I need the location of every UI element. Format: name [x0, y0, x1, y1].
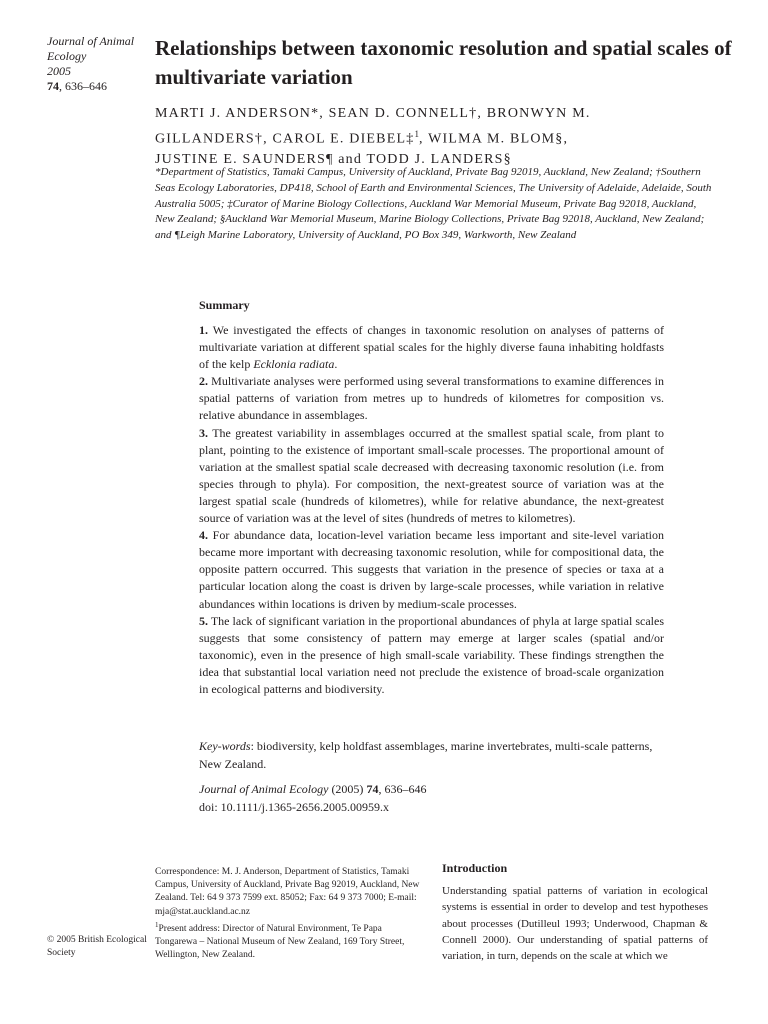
- keywords-label: Key-words: [199, 739, 251, 753]
- affiliations: *Department of Statistics, Tamaki Campus, University of Auckland, Private Bag 92019, Auckland, New Zealand; †Southern Seas Ecology Laboratories, DP418, School of Earth and Environmental Sciences, The University of Adelaide, Adelaide, South Australia 5005; ‡Curator of Marine Biology Collections, Auckland War Memorial Museum, Private Bag 92018, Auckland, New Zealand; §Auckland War Memorial Museum, Marine Biology Collections, Private Bag 92018, Auckland, New Zealand; and ¶Leigh Marine Laboratory, University of Auckland, PO Box 349, Warkworth, New Zealand: [155, 166, 712, 242]
- journal-volume: 74: [47, 79, 59, 93]
- article-title: Relationships between taxonomic resolution and spatial scales of multivariate variation: [155, 36, 732, 89]
- journal-info: Journal of Animal Ecology 2005 74, 636–646: [47, 34, 135, 93]
- journal-year: 2005: [47, 64, 71, 78]
- author-line-1: MARTI J. ANDERSON*, SEAN D. CONNELL†, BRONWYN M.: [155, 106, 591, 121]
- citation-journal: Journal of Animal Ecology: [199, 782, 329, 796]
- summary-point-5: [199, 613, 664, 698]
- keywords-text: : biodiversity, kelp holdfast assemblages, marine invertebrates, multi-scale patterns, New Zealand.: [199, 739, 653, 771]
- author-list: [155, 104, 735, 170]
- present-address-text: Present address: Director of Natural Environment, Te Papa Tongarewa – National Museum of New Zealand, 169 Tory Street, Wellington, New Zealand.: [155, 923, 405, 961]
- footnote-mark: 1: [155, 920, 159, 929]
- point-text: Multivariate analyses were performed using several transformations to examine differences in spatial patterns of variation from metres up to hundreds of kilometres for composition vs. relative abundance in assemblages.: [199, 374, 664, 423]
- point-number: 2.: [199, 374, 208, 389]
- point-number: 4.: [199, 528, 208, 543]
- present-address: [155, 919, 425, 963]
- summary-point-1: [199, 322, 664, 373]
- point-number: 3.: [199, 425, 208, 440]
- journal-name: Journal of Animal Ecology: [47, 34, 135, 63]
- author-line-2-start: GILLANDERS†, CAROL E. DIEBEL‡: [155, 131, 415, 147]
- journal-pages: 636–646: [65, 79, 107, 93]
- point-number: 5.: [199, 613, 208, 628]
- copyright: © 2005 British Ecological Society: [47, 935, 147, 959]
- summary-point-2: [199, 373, 664, 424]
- doi[interactable]: doi: 10.1111/j.1365-2656.2005.00959.x: [199, 799, 389, 814]
- correspondence-text: Correspondence: M. J. Anderson, Department of Statistics, Tamaki Campus, University of Auckland, Private Bag 92019, Auckland, New Zealand. Tel: 64 9 373 7599 ext. 85052; Fax: 64 9 373 7000; E-mail: mja@stat.auckland.ac.nz: [155, 867, 420, 917]
- author-line-2: [155, 124, 735, 150]
- summary-point-4: [199, 527, 664, 612]
- citation-pages: , 636–646: [378, 782, 427, 796]
- species-name: Ecklonia radiata: [253, 357, 335, 372]
- point-number: 1.: [199, 323, 208, 337]
- point-end: .: [334, 357, 338, 372]
- introduction-text: Understanding spatial patterns of variation in ecological systems is essential in order to develop and test hypotheses about processes (Dutilleul 1993; Underwood, Chapman & Connell 2000). Our understanding of spatial patterns of variation, in turn, depends on the scale at which we: [442, 885, 708, 963]
- keywords: [199, 738, 664, 773]
- point-text: The lack of significant variation in the proportional abundances of phyla at large spatial scales suggests that some consistency of pattern may emerge at larger scales (spatial and/or taxonomic), even in the presence of high small-scale variability. These findings strengthen the idea that substantial local variation need not preclude the existence of broad-scale organization in ecological patterns and biodiversity.: [199, 613, 664, 696]
- correspondence: [155, 866, 425, 963]
- author-line-3: JUSTINE E. SAUNDERS¶ and TODD J. LANDERS§: [155, 151, 512, 167]
- summary-point-3: [199, 425, 664, 528]
- author-footnote-mark: 1: [414, 129, 419, 139]
- citation-year: (2005): [328, 782, 367, 796]
- summary-body: [199, 322, 664, 698]
- introduction-heading: Introduction: [442, 861, 508, 875]
- point-text: For abundance data, location-level variation became less important and site-level variation became more important with decreasing taxonomic resolution, while for compositional data, the opposite pattern occurred. This suggests that variation in the presence of species or taxa at a particular location along the coast is driven by large-scale processes, while variation in relative abundances within locations is driven by medium-scale processes.: [199, 528, 664, 611]
- point-text: We investigated the effects of changes in taxonomic resolution on analyses of patterns of multivariate variation at different spatial scales for the highly diverse fauna inhabiting holdfasts of the kelp: [199, 323, 664, 372]
- author-line-2-end: , WILMA M. BLOM§,: [418, 131, 569, 147]
- summary-heading: Summary: [199, 298, 250, 312]
- citation: [199, 781, 664, 816]
- point-text: The greatest variability in assemblages occurred at the smallest spatial scale, from plant to plant, pointing to the existence of important small-scale processes. The proportional amount of variation at the smallest spatial scale decreased with decreasing taxonomic resolution (i.e. from species through to phyla). For composition, the next-greatest source of variation was at the largest spatial scale (hundreds of kilometres), while for relative abundance, the next-greatest source of variation was at the level of sites (hundreds of metres to kilometres).: [199, 425, 664, 526]
- citation-volume: 74: [366, 782, 379, 796]
- citation-line: [199, 781, 664, 799]
